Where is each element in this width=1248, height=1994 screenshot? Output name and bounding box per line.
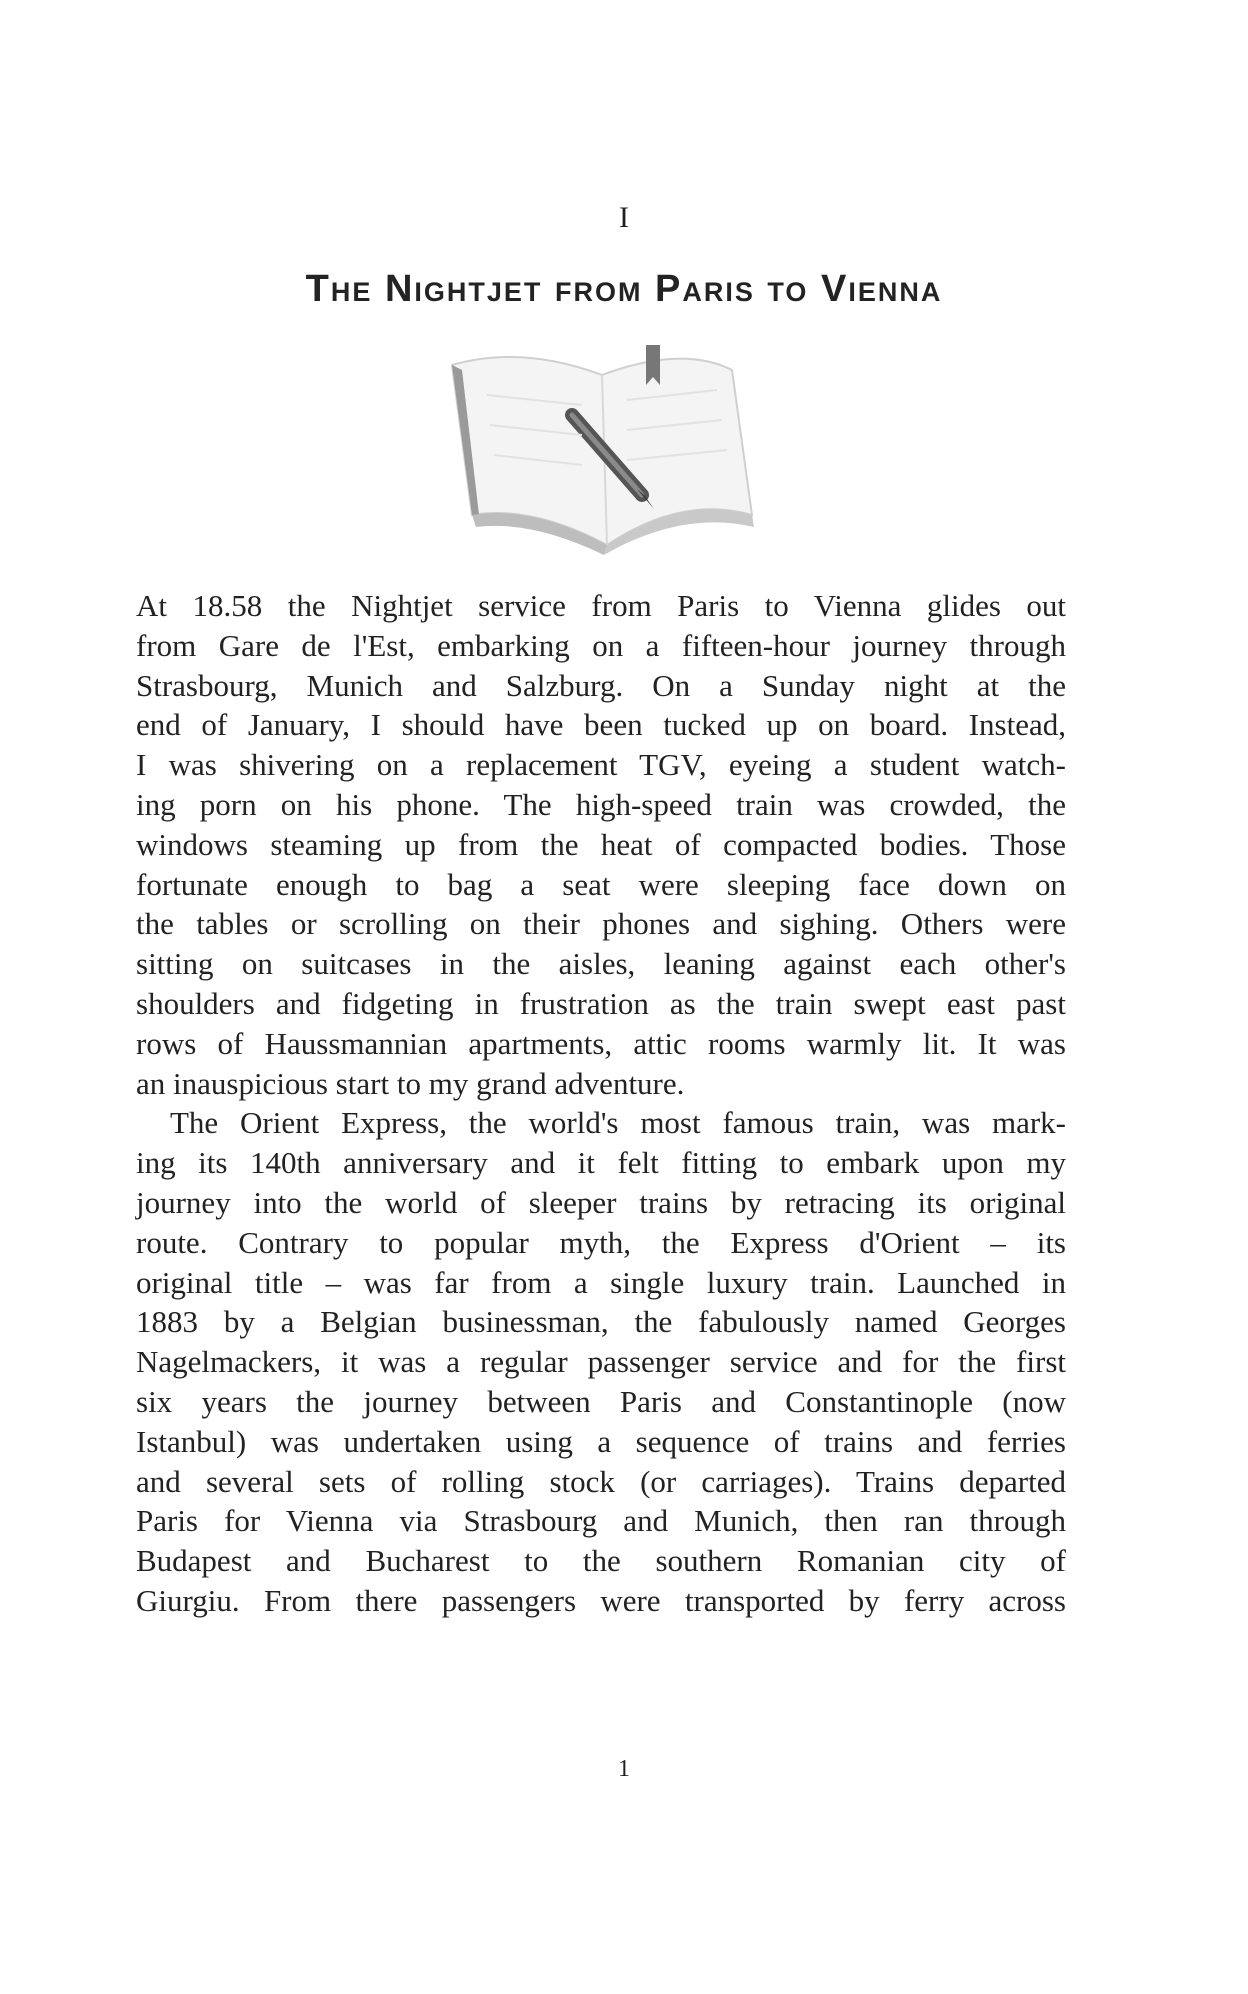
text-line: sitting on suitcases in the aisles, leaning against each other's bbox=[136, 946, 1066, 982]
text-line: the tables or scrolling on their phones and sighing. Others were bbox=[136, 906, 1066, 942]
text-line: route. Contrary to popular myth, the Express d'Orient – its bbox=[136, 1224, 1066, 1260]
page-number: 1 bbox=[618, 1756, 630, 1782]
text-line: windows steaming up from the heat of compacted bodies. Those bbox=[136, 826, 1066, 862]
paragraph-2 bbox=[136, 1103, 1066, 1620]
text-line: fortunate enough to bag a seat were sleeping face down on bbox=[136, 866, 1066, 902]
text-line: six years the journey between Paris and Constantinople (now bbox=[136, 1383, 1066, 1419]
text-line: original title – was far from a single luxury train. Launched in bbox=[136, 1264, 1066, 1300]
text-line: 1883 by a Belgian businessman, the fabulously named Georges bbox=[136, 1304, 1066, 1340]
text-line: from Gare de l'Est, embarking on a fifteen-hour journey through bbox=[136, 627, 1066, 663]
text-line: I was shivering on a replacement TGV, eyeing a student watch- bbox=[136, 747, 1066, 783]
text-line: ing porn on his phone. The high-speed train was crowded, the bbox=[136, 786, 1066, 822]
text-line: Nagelmackers, it was a regular passenger service and for the first bbox=[136, 1344, 1066, 1380]
body-text bbox=[136, 586, 1066, 1621]
text-line: end of January, I should have been tucked up on board. Instead, bbox=[136, 707, 1066, 743]
text-line: journey into the world of sleeper trains by retracing its original bbox=[136, 1184, 1066, 1220]
text-line: The Orient Express, the world's most famous train, was mark- bbox=[170, 1105, 1066, 1141]
chapter-number: I bbox=[619, 201, 629, 234]
text-line: Budapest and Bucharest to the southern Romanian city of bbox=[136, 1543, 1066, 1579]
text-line: and several sets of rolling stock (or carriages). Trains departed bbox=[136, 1463, 1066, 1499]
text-line: an inauspicious start to my grand adventure. bbox=[136, 1065, 685, 1101]
chapter-title: The Nightjet from Paris to Vienna bbox=[305, 268, 943, 310]
paragraph-1 bbox=[136, 586, 1066, 1103]
text-line: Istanbul) was undertaken using a sequence of trains and ferries bbox=[136, 1423, 1066, 1459]
text-line: At 18.58 the Nightjet service from Paris to Vienna glides out bbox=[136, 588, 1066, 623]
open-book-with-pen-icon bbox=[432, 345, 772, 565]
text-line: shoulders and fidgeting in frustration as the train swept east past bbox=[136, 985, 1066, 1021]
text-line: Strasbourg, Munich and Salzburg. On a Sunday night at the bbox=[136, 667, 1066, 703]
text-line: rows of Haussmannian apartments, attic rooms warmly lit. It was bbox=[136, 1025, 1066, 1061]
text-line: Paris for Vienna via Strasbourg and Munich, then ran through bbox=[136, 1503, 1066, 1539]
text-line: Giurgiu. From there passengers were transported by ferry across bbox=[136, 1582, 1066, 1618]
text-line: ing its 140th anniversary and it felt fitting to embark upon my bbox=[136, 1145, 1066, 1181]
